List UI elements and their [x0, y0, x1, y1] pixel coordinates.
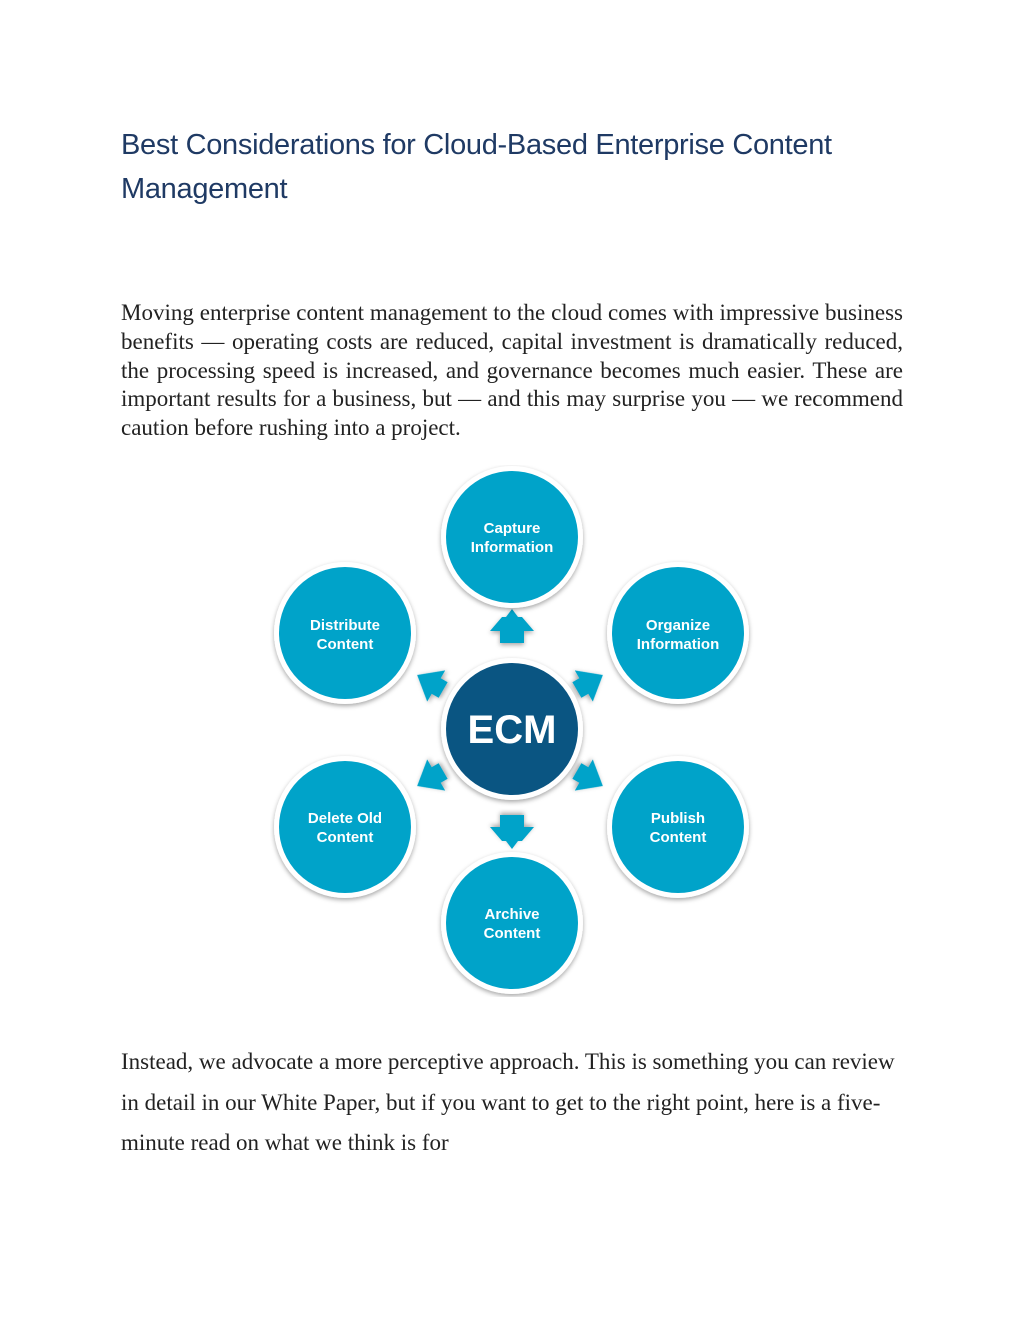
ecm-center-node: [441, 658, 583, 800]
node-archive-content: [441, 852, 583, 994]
node-archive-line2: Content: [483, 925, 541, 942]
document-title: Best Considerations for Cloud-Based Enterprise Content Management: [121, 129, 832, 205]
node-distribute-line2: Content: [316, 636, 374, 653]
ecm-cycle-diagram: [270, 465, 754, 997]
node-publish-line1: Publish: [650, 810, 706, 827]
node-capture-line2: Information: [470, 539, 554, 556]
node-publish-content: [607, 756, 749, 898]
node-archive-line1: Archive: [484, 906, 540, 923]
ecm-diagram-svg: [270, 465, 754, 997]
node-organize-line2: Information: [636, 636, 720, 653]
arrow-icon-down: [490, 815, 534, 849]
node-delete-line2: Content: [316, 829, 374, 846]
node-delete-line1: Delete Old: [307, 810, 383, 827]
arrow-icon-up: [490, 609, 534, 643]
node-capture-information: [441, 466, 583, 608]
arrow-icon-lower-left: [408, 755, 452, 801]
outro-paragraph: Instead, we advocate a more perceptive approach. This is something you can review in detail in our White Paper, but if you want to get to the right point, here is a five-minute read on what we think is for: [121, 1049, 895, 1155]
node-delete-old-content: [274, 756, 416, 898]
node-capture-line1: Capture: [483, 520, 541, 537]
node-organize-information: [607, 562, 749, 704]
arrow-icon-upper-left: [408, 659, 452, 705]
node-organize-line1: Organize: [645, 617, 711, 634]
node-publish-line2: Content: [649, 829, 707, 846]
intro-paragraph: Moving enterprise content management to the cloud comes with impressive business benefits — operating costs are reduced, capital investment is dramatically reduced, the processing speed is increased, and governance becomes much easier. These are important results for a business, but — and this may surprise you — we recommend caution before rushing into a project.: [121, 300, 903, 441]
node-distribute-content: [274, 562, 416, 704]
node-distribute-line1: Distribute: [309, 617, 381, 634]
ecm-center-label: ECM: [467, 708, 557, 752]
